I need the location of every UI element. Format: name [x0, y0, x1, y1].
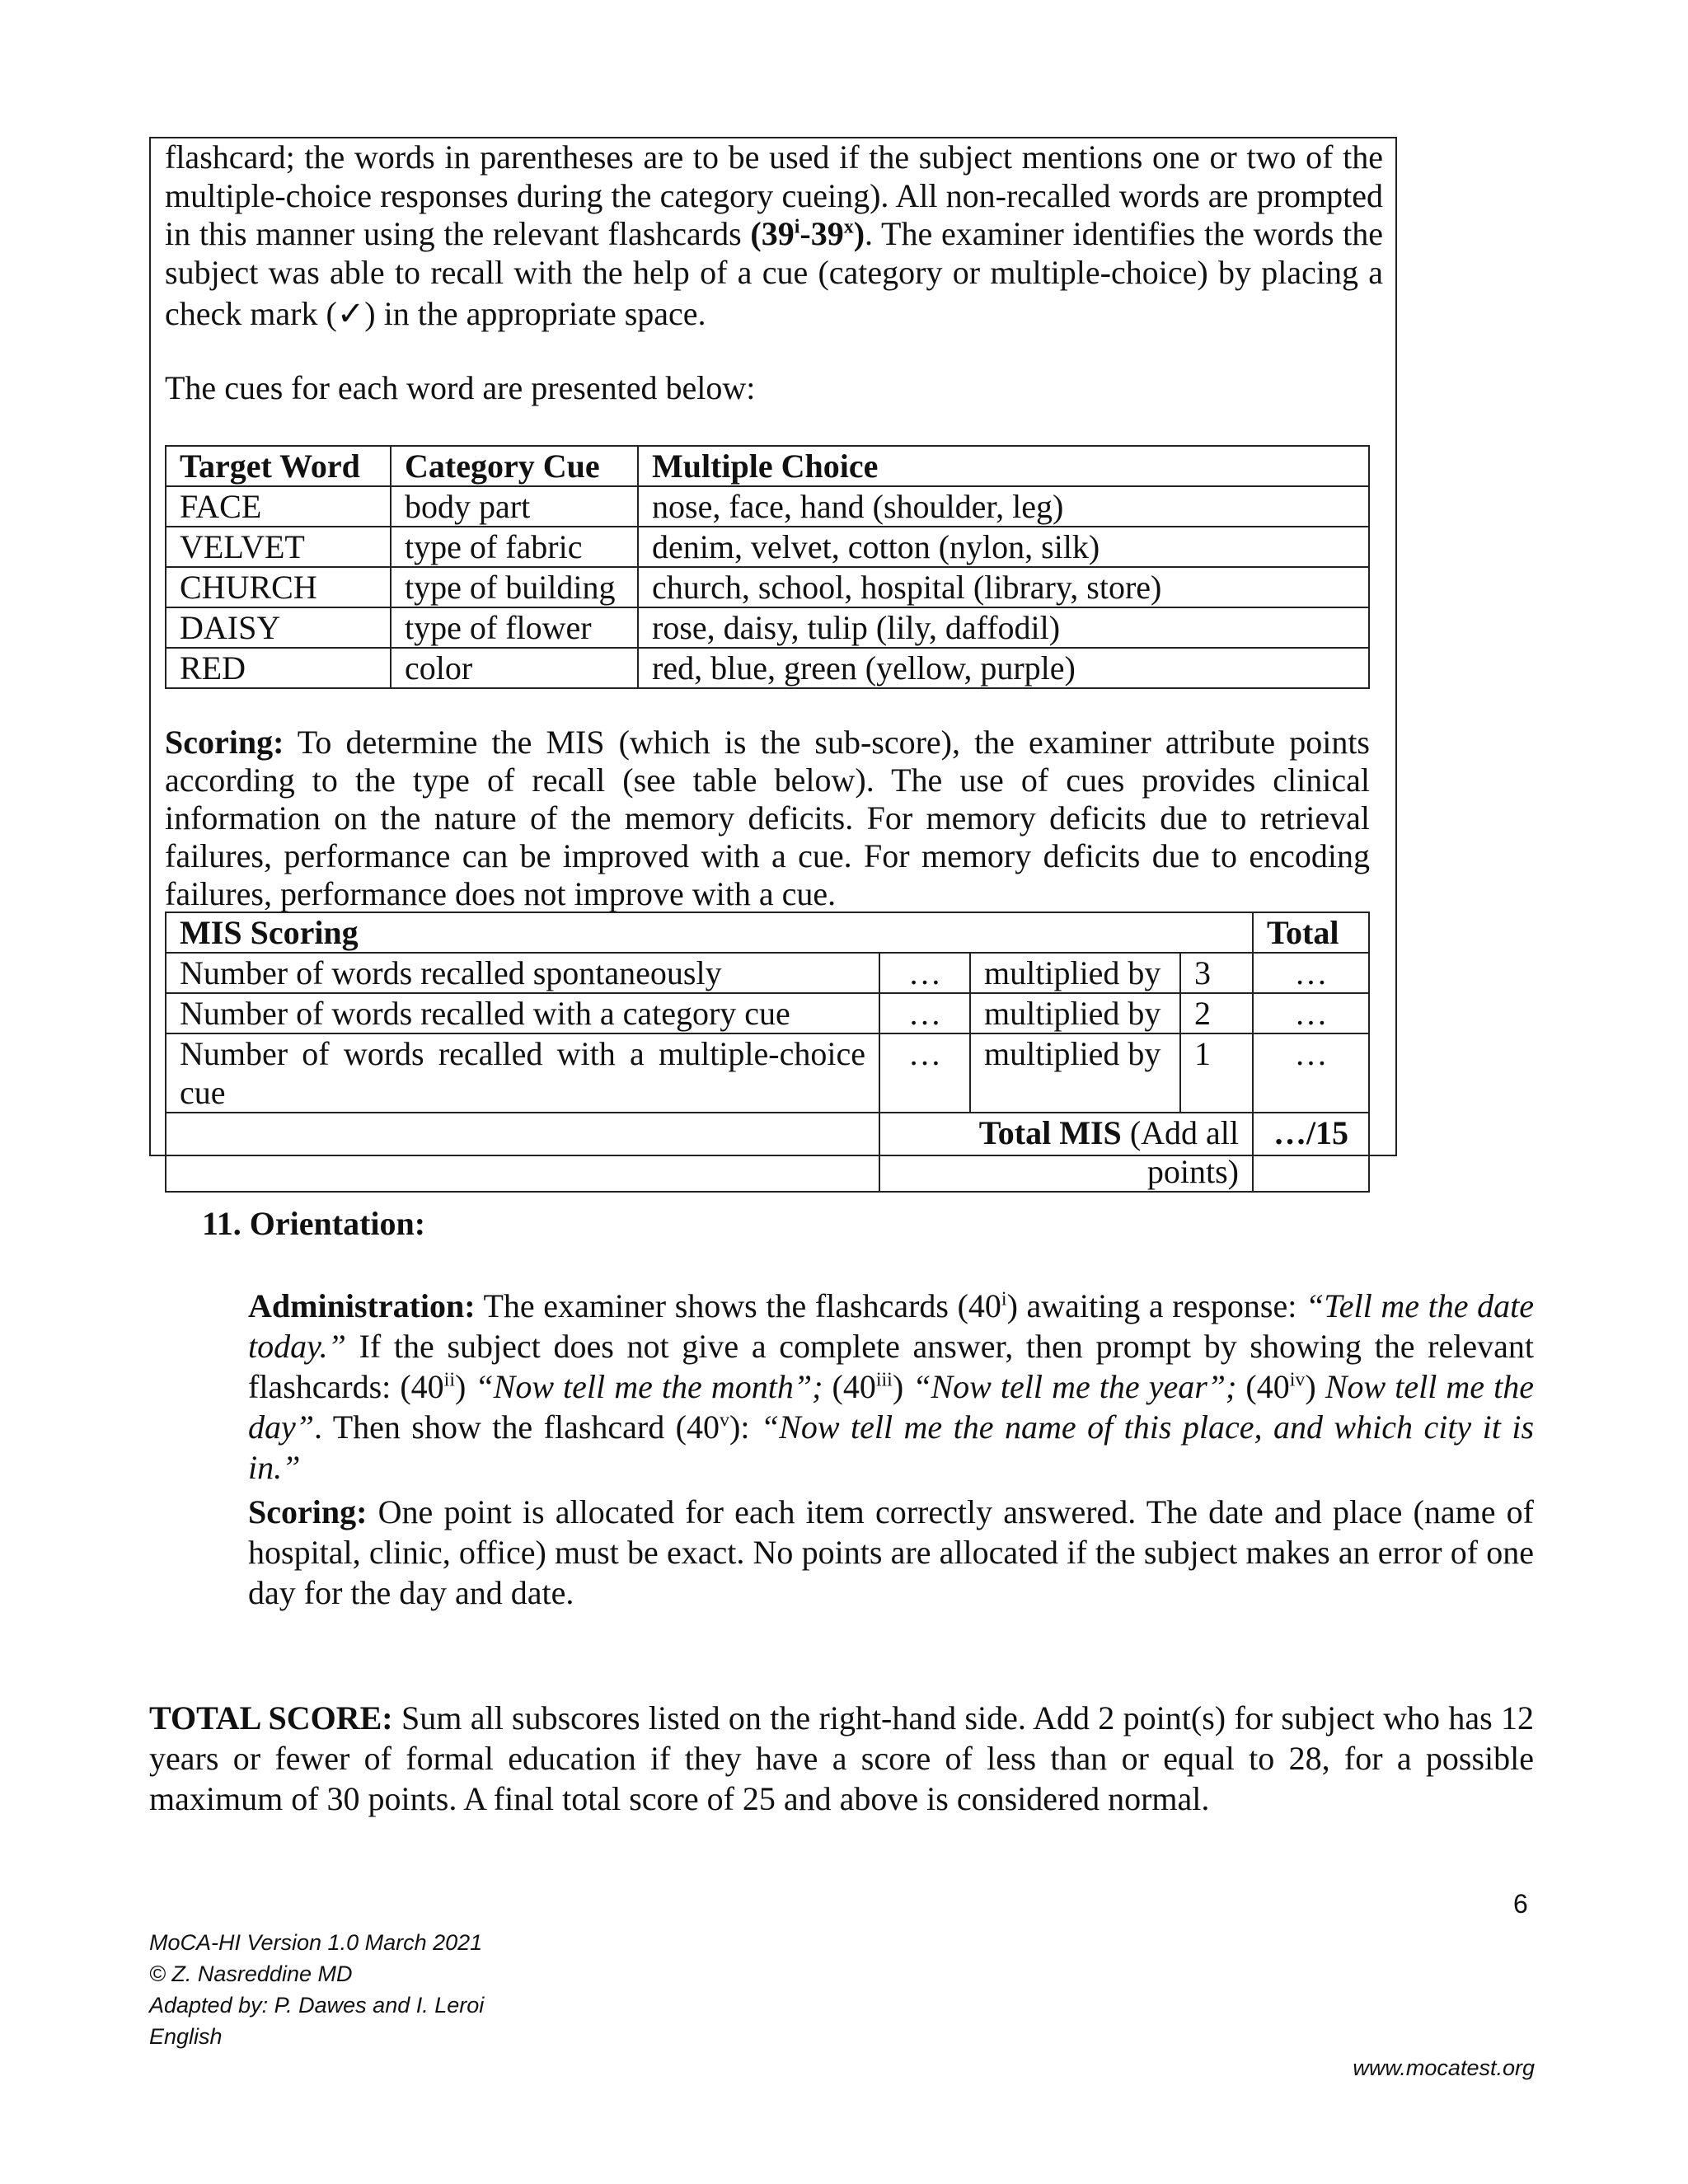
intro-line-1: flashcard; the words in parentheses are to be used if the subject mentions one or two of the — [165, 138, 1383, 176]
mis-count-blank: … — [879, 953, 970, 993]
mis-multiplier-label: multiplied by — [970, 953, 1180, 993]
mis-multiplier-label: multiplied by — [970, 1033, 1180, 1113]
mis-factor: 2 — [1180, 993, 1253, 1033]
mis-scoring-header: MIS Scoring — [166, 912, 1253, 953]
table-row — [166, 993, 1369, 1033]
multiple-choice-cell: rose, daisy, tulip (lily, daffodil) — [638, 607, 1369, 648]
mis-row-label: Number of words recalled with a category cue — [166, 993, 879, 1033]
mis-table-header — [166, 912, 1369, 953]
footer-copyright: © Z. Nasreddine MD — [149, 1961, 353, 1986]
empty-cell — [166, 1113, 879, 1192]
intro-line-4: subject was able to recall with the help of a cue (category or multiple-choice) by placing a — [165, 253, 1383, 291]
orientation-scoring-text: One point is allocated for each item correctly answered. The date and place (name of hospital, clinic, office) must be exact. No points are allocated if the subject makes an error of one day for the day and date. — [248, 1493, 1534, 1611]
cues-intro: The cues for each word are presented below: — [165, 369, 756, 406]
footer-version: MoCA-HI Version 1.0 March 2021 — [149, 1930, 483, 1955]
mis-factor: 3 — [1180, 953, 1253, 993]
multiple-choice-cell: denim, velvet, cotton (nylon, silk) — [638, 527, 1369, 567]
mis-factor: 1 — [1180, 1033, 1253, 1113]
page-number: 6 — [1513, 1889, 1528, 1919]
total-mis-label: Total MIS (Add all points) — [879, 1113, 1253, 1192]
cue-table-header — [166, 446, 1369, 486]
intro-line-3: in this manner using the relevant flashcards (39$^i$-39$^x$). The examiner identifies the words the — [165, 215, 1383, 252]
table-row — [166, 607, 1369, 648]
category-cue-cell: type of fabric — [391, 527, 638, 567]
mis-total-header: Total — [1253, 912, 1369, 953]
mis-row-total: … — [1253, 1033, 1369, 1113]
multiple-choice-cell: nose, face, hand (shoulder, leg) — [638, 486, 1369, 527]
mis-row-label: Number of words recalled with a multiple-choice cue — [166, 1033, 879, 1113]
administration-label: Administration: — [248, 1287, 476, 1324]
total-score-label: TOTAL SCORE: — [149, 1699, 393, 1736]
target-word-cell: FACE — [166, 486, 391, 527]
administration-paragraph: Administration: The examiner shows the flashcards (40$^i$) awaiting a response: “Tell me the date today.” If the subject does not give a complete answer, then prompt by showing the relevant flashcards: (40$^{ii}$) “Now tell me the month”; (40$^{iii}$) “Now tell me the year”; (40$^{iv}$) Now tell me the day”. Then show the flashcard (40$^v$): “Now tell me the name of this place, and which city it is in.” — [248, 1287, 1535, 1486]
intro-line-2: multiple-choice responses during the category cueing). All non-recalled words are prompted — [165, 176, 1383, 214]
table-row — [166, 953, 1369, 993]
orientation-scoring-paragraph — [248, 1492, 1534, 1613]
intro-line-5: check mark (✓) in the appropriate space. — [165, 295, 706, 332]
table-row — [166, 567, 1369, 607]
multiple-choice-cell: church, school, hospital (library, store) — [638, 567, 1369, 607]
target-word-cell: CHURCH — [166, 567, 391, 607]
total-mis-value: …/15 — [1253, 1113, 1369, 1192]
total-score-text: Sum all subscores listed on the right-hand side. Add 2 point(s) for subject who has 12 years or fewer of formal education if they have a score of less than or equal to 28, for a possible maximum of 30 points. A final total score of 25 and above is considered normal. — [149, 1699, 1534, 1817]
multiple-choice-cell: red, blue, green (yellow, purple) — [638, 648, 1369, 688]
category-cue-cell: type of flower — [391, 607, 638, 648]
orientation-scoring-label: Scoring: — [248, 1493, 368, 1530]
box-intro-text — [165, 138, 1383, 334]
section-heading-orientation: 11. Orientation: — [202, 1205, 426, 1242]
mis-row-total: … — [1253, 993, 1369, 1033]
footer-website[interactable]: www.mocatest.org — [1353, 2055, 1535, 2080]
table-row — [166, 527, 1369, 567]
target-word-cell: RED — [166, 648, 391, 688]
category-cue-cell: type of building — [391, 567, 638, 607]
table-row — [166, 486, 1369, 527]
footer-adapted-by: Adapted by: P. Dawes and I. Leroi — [149, 1993, 485, 2018]
category-cue-cell: body part — [391, 486, 638, 527]
footer-credits — [149, 1927, 484, 2052]
mis-scoring-table — [165, 912, 1370, 1193]
table-row — [166, 1033, 1369, 1113]
target-word-cell: DAISY — [166, 607, 391, 648]
total-score-paragraph — [149, 1698, 1534, 1819]
mis-count-blank: … — [879, 1033, 970, 1113]
cue-table — [165, 445, 1370, 689]
mis-row-total: … — [1253, 953, 1369, 993]
target-word-cell: VELVET — [166, 527, 391, 567]
mis-count-blank: … — [879, 993, 970, 1033]
header-category-cue: Category Cue — [391, 446, 638, 486]
scoring-text: To determine the MIS (which is the sub-score), the examiner attribute points according to the type of recall (see table below). The use of cues provides clinical information on the nature of the memory deficits. For memory deficits due to retrieval failures, performance can be improved with a cue. For memory deficits due to encoding failures, performance does not improve with a cue. — [165, 724, 1370, 912]
mis-total-row — [166, 1113, 1369, 1192]
mis-multiplier-label: multiplied by — [970, 993, 1180, 1033]
header-multiple-choice: Multiple Choice — [638, 446, 1369, 486]
category-cue-cell: color — [391, 648, 638, 688]
scoring-label: Scoring: — [165, 724, 284, 761]
mis-row-label: Number of words recalled spontaneously — [166, 953, 879, 993]
header-target-word: Target Word — [166, 446, 391, 486]
table-row — [166, 648, 1369, 688]
footer-language: English — [149, 2024, 223, 2049]
scoring-paragraph — [165, 724, 1370, 913]
